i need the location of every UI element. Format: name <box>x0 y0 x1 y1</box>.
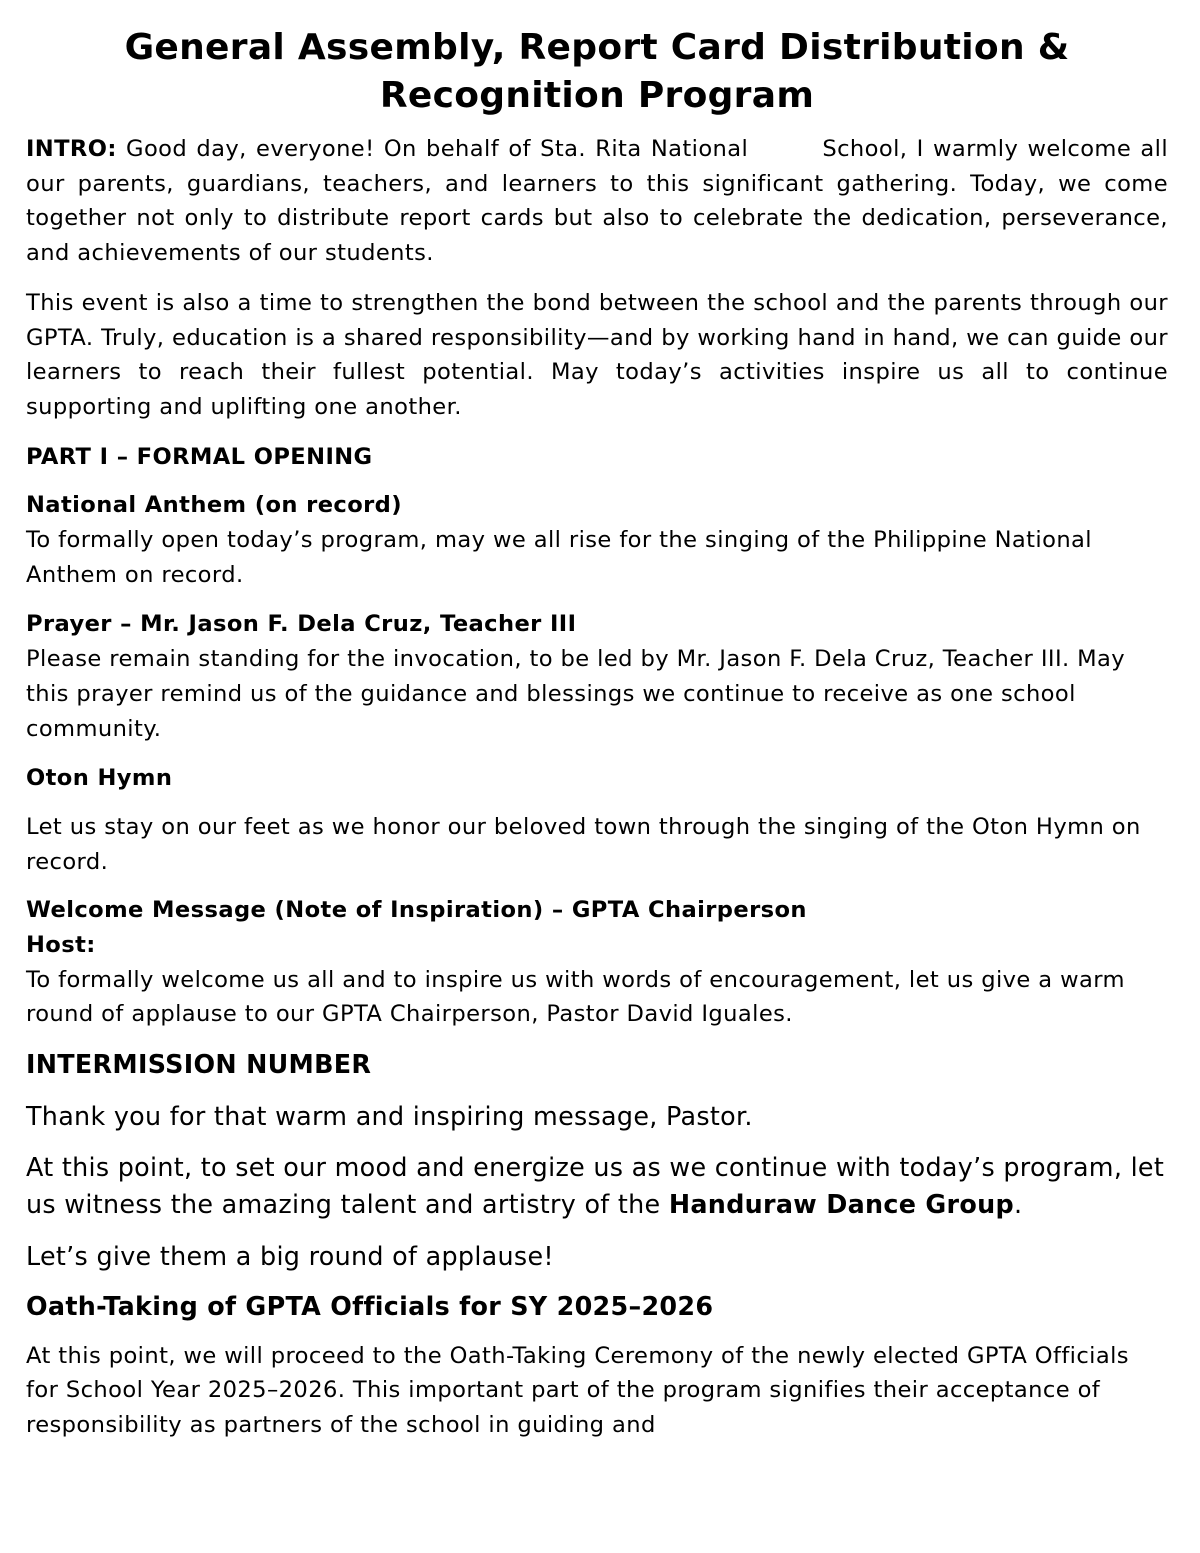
intro-paragraph-2: This event is also a time to strengthen the bond between the school and the parents through our GPTA. Truly, education is a shared responsibility—and by working hand in hand, we can guide our learners to reach their fullest potential. May today’s activities inspire us all to continue supporting and uplifting one another. <box>26 289 1168 420</box>
part1-heading: PART I – FORMAL OPENING <box>26 443 373 470</box>
anthem-text: To formally open today’s program, may we all rise for the singing of the Philippine National Anthem on record. <box>26 527 1092 588</box>
intermission-applause: Let’s give them a big round of applause! <box>26 1240 554 1271</box>
intro-label: INTRO: <box>26 136 117 162</box>
intermission-text-before: At this point, to set our mood and energize us as we continue with today’s program, let us witness the amazing talent and artistry of the <box>26 1152 1165 1219</box>
oath-text: At this point, we will proceed to the Oath-Taking Ceremony of the newly elected GPTA Officials for School Year 2025–2026. This important part of the program signifies their acceptance of responsibility as partners of the school in guiding and <box>26 1342 1129 1439</box>
prayer-text: Please remain standing for the invocation, to be led by Mr. Jason F. Dela Cruz, Teacher III. May this prayer remind us of the guidance and blessings we continue to receive as one school community. <box>26 646 1126 742</box>
intermission-text <box>26 1149 1168 1222</box>
anthem-heading: National Anthem (on record) <box>26 492 402 519</box>
intro-text: Good day, everyone! On behalf of Sta. Rita National School, I warmly welcome all our parents, guardians, teachers, and learners to this significant gathering. Today, we come together not only to distribute report cards but also to celebrate the dedication, perseverance, and achievements of our students. <box>26 136 1176 267</box>
intermission-thanks: Thank you for that warm and inspiring message, Pastor. <box>26 1100 753 1131</box>
hymn-text: Let us stay on our feet as we honor our beloved town through the singing of the Oton Hymn on record. <box>26 813 1141 875</box>
document-page <box>26 24 1176 1443</box>
intro-paragraph <box>26 132 1176 271</box>
hymn-heading: Oton Hymn <box>26 765 173 792</box>
welcome-text: To formally welcome us all and to inspire us with words of encouragement, let us give a warm round of applause to our GPTA Chairperson, Pastor David Iguales. <box>26 966 1125 1028</box>
welcome-heading: Welcome Message (Note of Inspiration) – GPTA Chairperson <box>26 897 807 924</box>
welcome-host-label: Host: <box>26 932 96 959</box>
document-title: General Assembly, Report Card Distribution & Recognition Program <box>124 27 1070 116</box>
dance-group-name: Handuraw Dance Group <box>668 1188 1014 1219</box>
prayer-heading: Prayer – Mr. Jason F. Dela Cruz, Teacher III <box>26 611 577 638</box>
intermission-heading: INTERMISSION NUMBER <box>26 1049 372 1080</box>
intermission-text-after: . <box>1013 1188 1023 1219</box>
oath-heading: Oath-Taking of GPTA Officials for SY 2025–2026 <box>26 1291 714 1322</box>
